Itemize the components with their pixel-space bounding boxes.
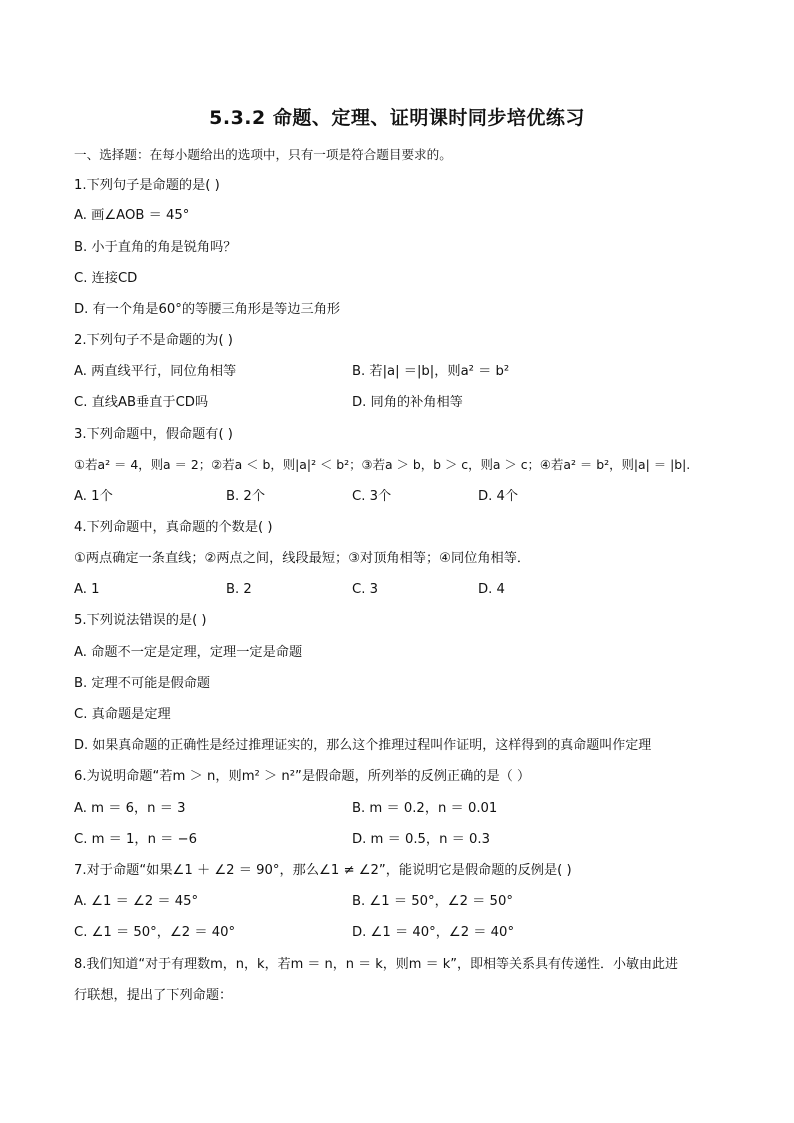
- question-7-option-a: A. ∠1 ＝ ∠2 ＝ 45°: [74, 894, 199, 909]
- question-6-option-a: A. m ＝ 6，n ＝ 3: [74, 801, 186, 816]
- question-2-option-d: D. 同角的补角相等: [352, 395, 463, 410]
- question-5-option-c: C. 真命题是定理: [74, 707, 171, 722]
- page-title: 5.3.2 命题、定理、证明课时同步培优练习: [209, 107, 585, 129]
- question-6-option-b: B. m ＝ 0.2，n ＝ 0.01: [352, 801, 498, 816]
- question-6-option-d: D. m ＝ 0.5，n ＝ 0.3: [352, 832, 491, 847]
- question-3-option-b: B. 2个: [226, 489, 266, 504]
- question-8-stem-continued: 行联想，提出了下列命题：: [74, 988, 233, 1003]
- question-5-option-b: B. 定理不可能是假命题: [74, 676, 211, 691]
- question-1-option-b: B. 小于直角的角是锐角吗？: [74, 240, 237, 255]
- question-3-option-d: D. 4个: [478, 489, 519, 504]
- section-heading: 一、选择题：在每小题给出的选项中，只有一项是符合题目要求的。: [74, 147, 452, 162]
- question-7-option-d: D. ∠1 ＝ 40°，∠2 ＝ 40°: [352, 925, 515, 940]
- question-4-stem: 4.下列命题中，真命题的个数是( ): [74, 520, 273, 535]
- question-5-option-d: D. 如果真命题的正确性是经过推理证实的，那么这个推理过程叫作证明，这样得到的真命题叫作定理: [74, 738, 652, 753]
- question-2-option-b: B. 若|a| ＝|b|，则a² ＝ b²: [352, 364, 510, 379]
- question-7-option-b: B. ∠1 ＝ 50°，∠2 ＝ 50°: [352, 894, 513, 909]
- question-5-stem: 5.下列说法错误的是( ): [74, 613, 207, 628]
- question-4-option-c: C. 3: [352, 582, 378, 597]
- question-5-option-a: A. 命题不一定是定理，定理一定是命题: [74, 645, 303, 660]
- question-3-option-c: C. 3个: [352, 489, 392, 504]
- question-4-statements: ①两点确定一条直线；②两点之间，线段最短；③对顶角相等；④同位角相等．: [74, 551, 531, 566]
- question-1-stem: 1.下列句子是命题的是( ): [74, 178, 220, 193]
- question-1-option-a: A. 画∠AOB ＝ 45°: [74, 208, 190, 223]
- question-1-option-c: C. 连接CD: [74, 271, 138, 286]
- question-4-option-b: B. 2: [226, 582, 252, 597]
- question-4-option-d: D. 4: [478, 582, 505, 597]
- question-3-statements: ①若a² ＝ 4，则a ＝ 2；②若a ＜ b，则|a|² ＜ b²；③若a ＞ b，b ＞ c，则a ＞ c；④若a² ＝ b²，则|a| ＝ |b|.: [74, 457, 691, 472]
- question-3-option-a: A. 1个: [74, 489, 113, 504]
- question-2-option-a: A. 两直线平行，同位角相等: [74, 364, 237, 379]
- question-6-stem: 6.为说明命题“若m ＞ n，则m² ＞ n²”是假命题，所列举的反例正确的是（ ）: [74, 769, 531, 784]
- question-1-option-d: D. 有一个角是60°的等腰三角形是等边三角形: [74, 302, 341, 317]
- question-4-option-a: A. 1: [74, 582, 100, 597]
- question-3-stem: 3.下列命题中，假命题有( ): [74, 427, 233, 442]
- question-8-stem: 8.我们知道“对于有理数m，n，k，若m ＝ n，n ＝ k，则m ＝ k”，即相等关系具有传递性．小敏由此进: [74, 957, 678, 972]
- question-2-stem: 2.下列句子不是命题的为( ): [74, 333, 233, 348]
- question-6-option-c: C. m ＝ 1，n ＝ −6: [74, 832, 197, 847]
- question-7-stem: 7.对于命题“如果∠1 ＋ ∠2 ＝ 90°，那么∠1 ≠ ∠2”，能说明它是假命题的反例是( ): [74, 863, 572, 878]
- question-7-option-c: C. ∠1 ＝ 50°，∠2 ＝ 40°: [74, 925, 236, 940]
- question-2-option-c: C. 直线AB垂直于CD吗: [74, 395, 209, 410]
